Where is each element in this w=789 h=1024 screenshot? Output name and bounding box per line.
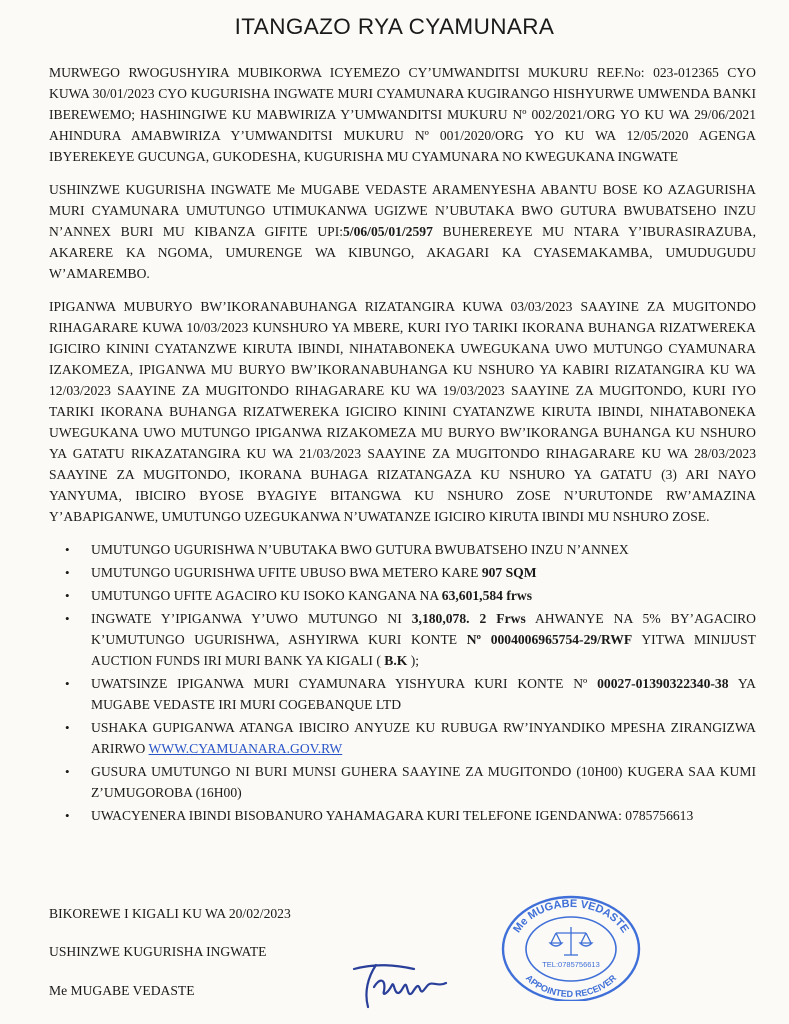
list-item (65, 673, 756, 715)
payment-text-end: YA MUGABE VEDASTE IRI MURI COGEBANQUE LTD (91, 676, 756, 712)
announcement-location: BUHEREREYE MU NTARA Y’IBURASIRAZUBA, AKARERE KA NGOMA, UMURENGE WA KIBUNGO, AKAGARI KA CYASEMAKAMBA, UMUDUGUDU W’AMAREMBO. (49, 224, 756, 281)
market-value-amount: 63,601,584 frws (441, 588, 533, 603)
list-item (65, 585, 756, 606)
scales-icon (550, 927, 592, 955)
list-item (65, 761, 756, 803)
signer-role: USHINZWE KUGURISHA INGWATE (49, 944, 267, 959)
bidding-schedule-paragraph: IPIGANWA MUBURYO BW’IKORANABUHANGA RIZATANGIRA KUWA 03/03/2023 SAAYINE ZA MUGITONDO RIHAGARARE KUWA 10/03/2023 KUNSHURO YA MBERE, KURI IYO TARIKI IKORANA BUHANGA RIZATWEREKA IGICIRO KININI CYATANZWE KIRUTA IBINDI, NIHATABONEKA UWEGUKANA UWO MUTUNGO CYAMUNARA IZAKOMEZA, IPIGANWA MU BURYO BW’IKORANABUHANGA KU NSHURO YA KABIRI RIZATANGIRA KU WA 12/03/2023 SAAYINE ZA MUGITONDO RIHAGARARE KU WA 19/03/2023 SAAYINE ZA MUGITONDO, KURI IYO TARIKI IKORANA BUHANGA RIZATWEREKA IGICIRO KININI CYATANZWE KIRUTA IBINDI, NIHATABONEKA UWEGUKANA UWO MUTUNGO IPIGANWA RIZAKOMEZA MU BURYO BW’IKORANGA BUHANGA KU NSHURO YA GATATU RIKAZATANGIRA KU WA 21/03/2023 SAAYINE ZA MUGITONDO RIHAGARARE KU WA 28/03/2023 SAAYINE ZA MUGITONDO, IKORANA BUHAGA RIZATANGAZA KU NSHURO YA GATATU (3) ARI NAYO YANYUMA, IBICIRO BYOSE BYAGIYE BITANGWA KU NSHURO ZOSE N’URUTONDE RW’AMAZINA Y’ABAPIGANWE, UMUTUNGO UZEGUKANWA N’UWATANZE IGICIRO KIRUTA IBINDI MU NSHURO ZOSE. (49, 299, 756, 524)
property-type-text: UMUTUNGO UGURISHWA N’UBUTAKA BWO GUTURA BWUBATSEHO INZU N’ANNEX (91, 542, 629, 557)
bullet-icon: • (65, 808, 70, 823)
bank-abbreviation: B.K (384, 653, 408, 668)
bullet-icon: • (65, 676, 70, 691)
deposit-text: INGWATE Y’IPIGANWA Y’UWO MUTUNGO NI (91, 611, 412, 626)
list-item (65, 608, 757, 671)
payment-account-number: 00027-01390322340-38 (597, 676, 729, 691)
document-title: ITANGAZO RYA CYAMUNARA (234, 14, 555, 39)
bullet-icon: • (65, 588, 70, 603)
deposit-text-end: ); (407, 653, 420, 668)
bullet-icon: • (65, 720, 70, 735)
deposit-text-mid: AHWANYE NA 5% BY’AGACIRO K’UMUTUNGO UGURISHWA, ASHYIRWA KURI KONTE (91, 611, 757, 647)
bullet-icon: • (65, 764, 70, 779)
property-size-text: UMUTUNGO UGURISHWA UFITE UBUSO BWA METERO KARE (91, 565, 482, 580)
market-value-text: UMUTUNGO UFITE AGACIRO KU ISOKO KANGANA NA (91, 588, 442, 603)
property-size-value: 907 SQM (481, 565, 537, 580)
stamp-telephone: TEL:0785756613 (542, 960, 600, 969)
list-item (65, 539, 756, 560)
details-list (49, 539, 756, 826)
bidding-website-text: USHAKA GUPIGANWA ATANGA IBICIRO ANYUZE KU RUBUGA RW’INYANDIKO MPESHA ZIRANGIZWA ARIRWO (91, 720, 756, 756)
bullet-icon: • (65, 542, 70, 557)
signature-icon (346, 947, 466, 1017)
auction-website-link[interactable]: WWW.CYAMUANARA.GOV.RW (148, 741, 343, 756)
deposit-amount: 3,180,078. 2 Frws (411, 611, 526, 626)
list-item (65, 562, 756, 583)
list-item (65, 805, 756, 826)
bullet-icon: • (65, 565, 70, 580)
announcement-paragraph (49, 179, 756, 284)
signing-date: BIKOREWE I KIGALI KU WA 20/02/2023 (49, 906, 291, 921)
announcement-text: USHINZWE KUGURISHA INGWATE Me MUGABE VEDASTE ARAMENYESHA ABANTU BOSE KO AZAGURISHA MURI CYAMUNARA UMUTUNGO UTIMUKANWA UGIZWE N’UBUTAKA BWO GUTURA BWUBATSEHO INZU N’ANNEX BURI MU KIBANZA GIFITE UPI: (49, 182, 756, 239)
document-body (49, 62, 756, 828)
list-item (65, 717, 756, 759)
stamp-bottom-text: APPOINTED RECEIVER (523, 972, 619, 1000)
deposit-text-mid2: YITWA MINIJUST AUCTION FUNDS IRI MURI BANK YA KIGALI ( (91, 632, 756, 668)
intro-paragraph: MURWEGO RWOGUSHYIRA MUBIKORWA ICYEMEZO CY’UMWANDITSI MUKURU REF.No: 023-012365 CYO KUWA 30/01/2023 CYO KUGURISHA INGWATE MURI CYAMUNARA KUGIRANGO HISHYURWE UMWENDA BANKI IBEREWEMO; HASHINGIWE KU MABWIRIZA Y’UMWANDITSI MUKURU Nº 002/2021/ORG YO KU WA 29/06/2021 AHINDURA AMABWIRIZA Y’UMWANDITSI MUKURU Nº 001/2020/ORG YO KU WA 12/05/2020 AGENGA IBYEREKEYE GUCUNGA, GUKODESHA, KUGURISHA MU CYAMUNARA NO KWEGUKANA INGWATE (49, 65, 756, 164)
stamp-top-text: Me MUGABE VEDASTE (511, 897, 631, 936)
contact-phone-text: UWACYENERA IBINDI BISOBANURO YAHAMAGARA KURI TELEFONE IGENDANWA: 0785756613 (91, 808, 694, 823)
visiting-hours-text: GUSURA UMUTUNGO NI BURI MUNSI GUHERA SAAYINE ZA MUGITONDO (10H00) KUGERA SAA KUMI Z’UMUGOROBA (16H00) (91, 764, 756, 800)
bullet-icon: • (65, 611, 70, 626)
payment-text: UWATSINZE IPIGANWA MURI CYAMUNARA YISHYURA KURI KONTE Nº (91, 676, 598, 691)
signer-name: Me MUGABE VEDASTE (49, 983, 195, 998)
upi-number: 5/06/05/01/2597 (343, 224, 433, 239)
official-stamp (500, 893, 642, 1001)
deposit-account-number: Nº 0004006965754-29/RWF (466, 632, 633, 647)
